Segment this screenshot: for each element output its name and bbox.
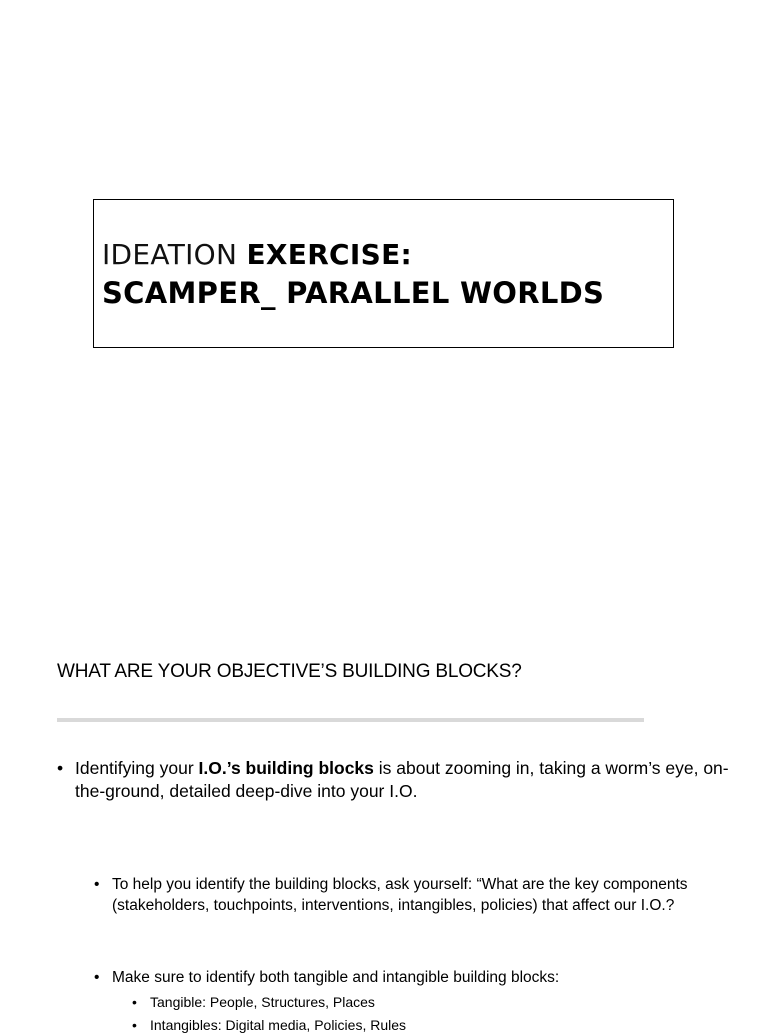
title-ideation: IDEATION — [102, 238, 238, 271]
sub-bullet-text-1: Tangible: People, Structures, Places — [150, 994, 375, 1010]
bullet-item-1 — [57, 757, 747, 803]
heading-divider — [57, 718, 644, 722]
bullet-text-2: To help you identify the building blocks, ask yourself: “What are the key components (stakeholders, touchpoints, interventions, intangibles, policies) that affect our I.O.? — [112, 876, 688, 914]
title-exercise: EXERCISE: — [246, 238, 413, 271]
bullet-icon: • — [57, 758, 64, 778]
sub-bullet-item-2 — [132, 1016, 732, 1035]
title-line-1 — [102, 238, 412, 271]
bullet-text-1 — [75, 757, 747, 803]
bullet-text-3: Make sure to identify both tangible and intangible building blocks: — [112, 969, 560, 986]
bullet-1-pre: Identifying your — [75, 758, 199, 778]
bullet-1-post: is about zooming in, taking a worm’s eye, on-the-ground, detailed deep-dive into your I.O. — [75, 758, 729, 801]
sub-bullet-text-2: Intangibles: Digital media, Policies, Rules — [150, 1017, 407, 1033]
bullet-icon: • — [94, 969, 100, 986]
bullet-item-2 — [94, 875, 734, 916]
bullet-icon: • — [94, 876, 100, 893]
section-heading: WHAT ARE YOUR OBJECTIVE’S BUILDING BLOCKS? — [57, 661, 522, 682]
bullet-icon: • — [132, 994, 137, 1010]
title-line-2: SCAMPER_ PARALLEL WORLDS — [102, 276, 605, 310]
sub-bullet-item-1 — [132, 993, 732, 1012]
bullet-1-bold: I.O.’s building blocks — [198, 758, 374, 778]
title-box — [93, 199, 674, 348]
bullet-icon: • — [132, 1017, 137, 1033]
bullet-item-3 — [94, 968, 734, 989]
